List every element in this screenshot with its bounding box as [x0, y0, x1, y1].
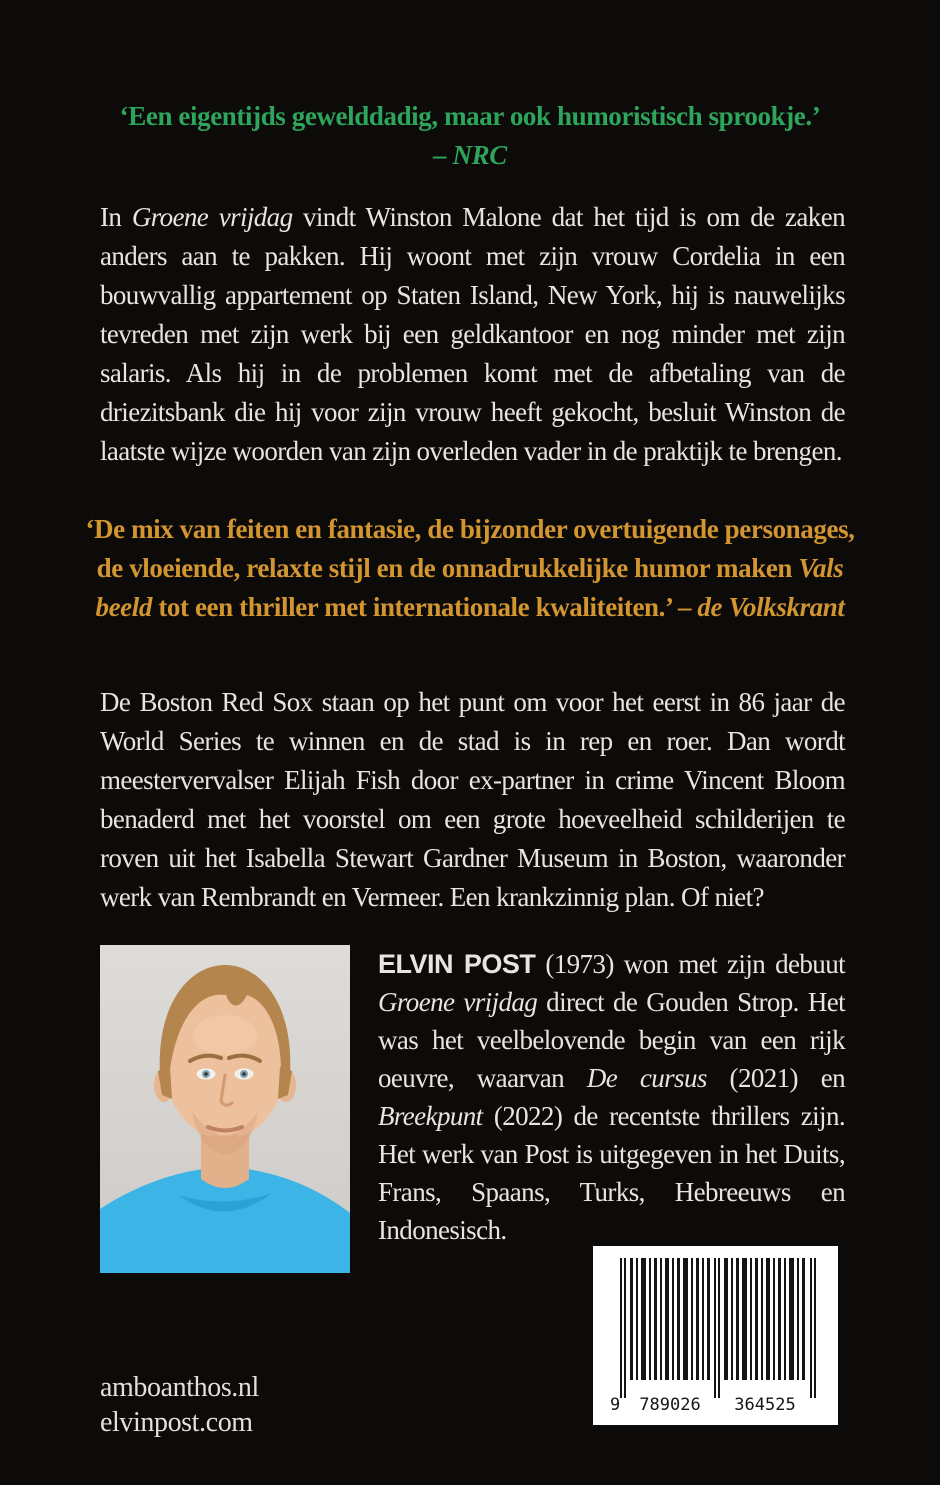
author-name: ELVIN POST: [378, 949, 536, 979]
barcode: [593, 1246, 838, 1425]
book-title-vals-beeld: Vals beeld: [95, 553, 844, 622]
synopsis-paragraph-1: [100, 198, 845, 471]
author-bio: [378, 945, 845, 1273]
review-quote-nrc-text: ‘Een eigentijds gewelddadig, maar ook humoristisch sprookje.’: [119, 101, 821, 131]
review-quote-volkskrant: [70, 510, 870, 627]
barcode-digit-left: 9: [609, 1394, 620, 1414]
nrc-attribution: – NRC: [433, 140, 507, 170]
barcode-digits-right: 364525: [733, 1394, 796, 1414]
bio-title-breekpunt: Breekpunt: [378, 1101, 483, 1131]
bio-title-de-cursus: De cursus: [586, 1063, 707, 1093]
author-section: [100, 945, 845, 1273]
author-photo: [100, 945, 350, 1273]
author-website: elvinpost.com: [100, 1407, 253, 1438]
barcode-bars: [610, 1258, 822, 1414]
synopsis-1-body: vindt Winston Malone dat het tijd is om de zaken anders aan te pakken. Hij woont met zijn vrouw Cordelia in een bouwvallig appartement op Staten Island, New York, hij is nauwelijks tevreden met zijn werk bij een geldkantoor en nog minder met zijn salaris. Als hij in de problemen komt met de afbetaling van de driezitsbank die hij voor zijn vrouw heeft gekocht, besluit Winston de laatste wijze woorden van zijn overleden vader in de praktijk te brengen.: [100, 202, 845, 466]
author-portrait-illustration: [100, 945, 350, 1273]
review-quote-nrc: [70, 97, 870, 175]
book-title-groene-vrijdag: Groene vrijdag: [131, 202, 293, 232]
bio-title-groene-vrijdag: Groene vrijdag: [378, 987, 538, 1017]
review-quote-volkskrant-part2: tot een thriller met internationale kwaliteiten.’ –: [151, 592, 698, 622]
synopsis-paragraph-2: De Boston Red Sox staan op het punt om voor het eerst in 86 jaar de World Series te winnen en de stad is in rep en roer. Dan wordt meestervervalser Elijah Fish door ex-partner in crime Vincent Bloom benaderd met het voorstel om een grote hoeveelheid schilderijen te roven uit het Isabella Stewart Gardner Museum in Boston, waaronder werk van Rembrandt en Vermeer. Een krankzinnig plan. Of niet?: [100, 687, 845, 912]
review-quote-volkskrant-part1: ‘De mix van feiten en fantasie, de bijzonder overtuigende personages, de vloeiende, relaxte stijl en de onnadrukkelijke humor maken: [85, 514, 855, 583]
barcode-digits-mid: 789026: [638, 1394, 701, 1414]
footer-links: [100, 1370, 259, 1440]
volkskrant-attribution: de Volkskrant: [697, 592, 845, 622]
author-bio-part1: (1973) won met zijn debuut: [535, 949, 845, 979]
publisher-website: amboanthos.nl: [100, 1372, 259, 1403]
author-bio-part3: (2021) en: [706, 1063, 845, 1093]
barcode-digits: [610, 1395, 796, 1414]
author-bio-part2: direct de Gouden Strop. Het was het veelbelovende begin van een rijk oeuvre, waarvan: [378, 987, 845, 1093]
synopsis-1-lead: In: [100, 202, 132, 232]
author-bio-part4: (2022) de recentste thrillers zijn. Het werk van Post is uitgegeven in het Duits, Frans, Spaans, Turks, Hebreeuws en Indonesisch.: [378, 1101, 845, 1245]
